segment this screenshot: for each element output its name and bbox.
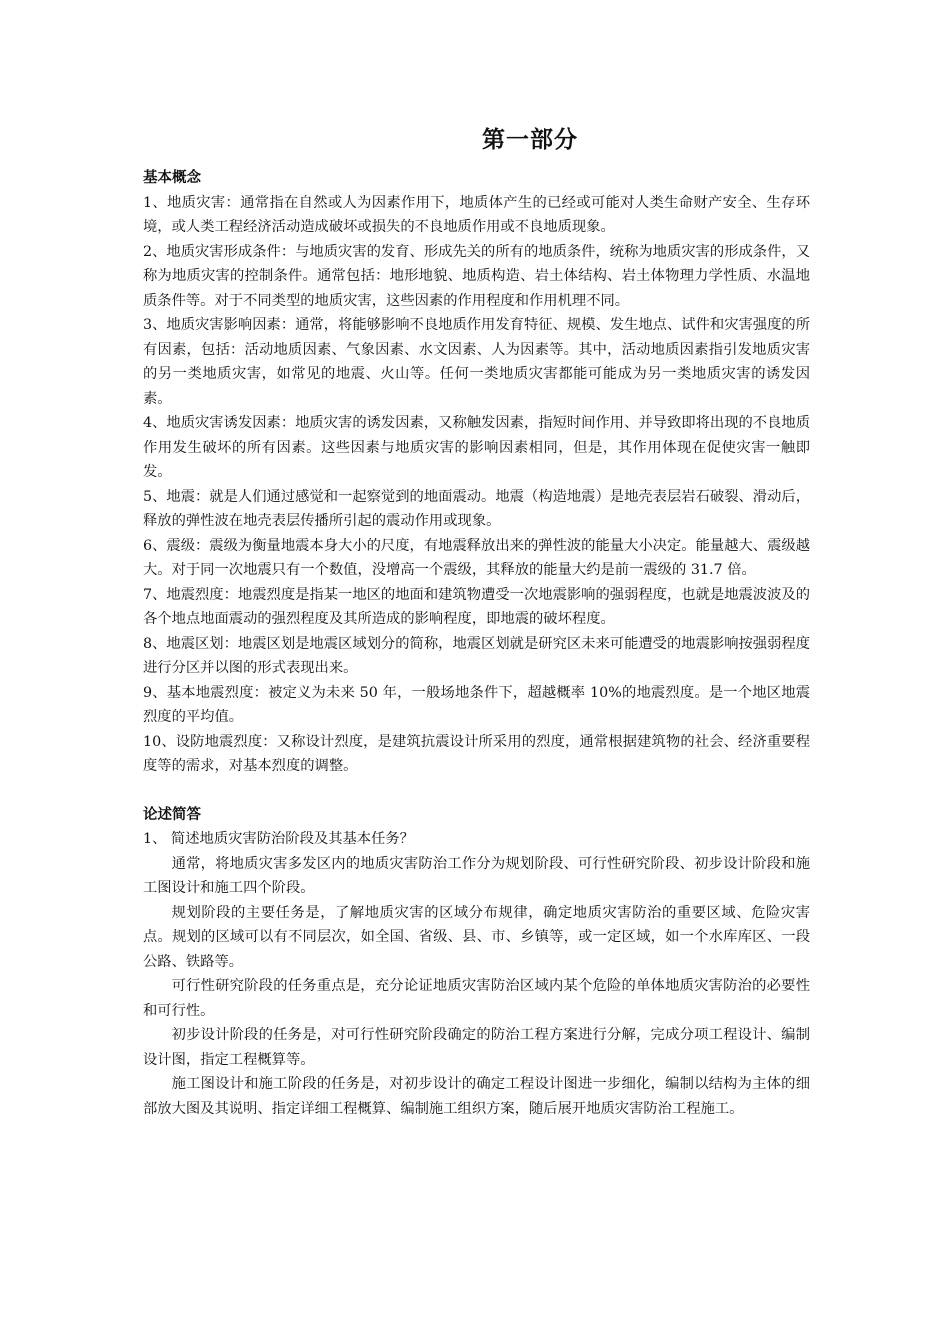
answer-paragraph: 通常，将地质灾害多发区内的地质灾害防治工作分为规划阶段、可行性研究阶段、初步设计阶段和施工图设计和施工四个阶段。 — [143, 855, 810, 896]
definition-item: 8、地震区划：地震区划是地震区域划分的简称，地震区划就是研究区未来可能遭受的地震影响按强弱程度进行分区并以图的形式表现出来。 — [143, 635, 810, 676]
definition-item: 4、地质灾害诱发因素：地质灾害的诱发因素，又称触发因素，指短时间作用、并导致即将出现的不良地质作用发生破坏的所有因素。这些因素与地质灾害的影响因素相同，但是，其作用体现在促使灾害一触即发。 — [143, 415, 810, 480]
section-heading-essay-questions: 论述简答 — [143, 806, 201, 823]
definition-item: 2、地质灾害形成条件：与地质灾害的发育、形成先关的所有的地质条件，统称为地质灾害的形成条件，又称为地质灾害的控制条件。通常包括：地形地貌、地质构造、岩土体结构、岩土体物理力学性质、水温地质条件等。对于不同类型的地质灾害，这些因素的作用程度和作用机理不同。 — [143, 243, 810, 309]
definition-item: 1、地质灾害：通常指在自然或人为因素作用下，地质体产生的已经或可能对人类生命财产安全、生存环境，或人类工程经济活动造成破坏或损失的不良地质作用或不良地质现象。 — [143, 194, 810, 235]
definition-item: 10、设防地震烈度：又称设计烈度，是建筑抗震设计所采用的烈度，通常根据建筑物的社会、经济重要程度等的需求，对基本烈度的调整。 — [143, 733, 810, 774]
page-title: 第一部分 — [482, 127, 578, 153]
answer-paragraph: 初步设计阶段的任务是，对可行性研究阶段确定的防治工程方案进行分解，完成分项工程设计、编制设计图，指定工程概算等。 — [143, 1027, 810, 1068]
definition-item: 5、地震：就是人们通过感觉和一起察觉到的地面震动。地震（构造地震）是地壳表层岩石破裂、滑动后，释放的弹性波在地壳表层传播所引起的震动作用或现象。 — [143, 488, 810, 529]
answer-paragraph: 施工图设计和施工阶段的任务是，对初步设计的确定工程设计图进一步细化，编制以结构为主体的细部放大图及其说明、指定详细工程概算、编制施工组织方案，随后展开地质灾害防治工程施工。 — [143, 1076, 810, 1117]
definition-item: 6、震级：震级为衡量地震本身大小的尺度，有地震释放出来的弹性波的能量大小决定。能量越大、震级越大。对于同一次地震只有一个数值，没增高一个震级，其释放的能量大约是前一震级的 31.7 倍。 — [143, 537, 810, 578]
definition-item: 7、地震烈度：地震烈度是指某一地区的地面和建筑物遭受一次地震影响的强弱程度，也就是地震波波及的各个地点地面震动的强烈程度及其所造成的影响程度，即地震的破坏程度。 — [143, 586, 810, 627]
document-body — [143, 166, 810, 1121]
definition-item: 3、地质灾害影响因素：通常，将能够影响不良地质作用发育特征、规模、发生地点、试件和灾害强度的所有因素，包括：活动地质因素、气象因素、水文因素、人为因素等。其中，活动地质因素指引发地质灾害的另一类地质灾害，如常见的地震、火山等。任何一类地质灾害都能可能成为另一类地质灾害的诱发因素。 — [143, 317, 810, 407]
answer-paragraph: 规划阶段的主要任务是，了解地质灾害的区域分布规律，确定地质灾害防治的重要区域、危险灾害点。规划的区域可以有不同层次，如全国、省级、县、市、乡镇等，或一定区域，如一个水库库区、一段公路、铁路等。 — [143, 904, 810, 970]
answer-paragraph: 可行性研究阶段的任务重点是，充分论证地质灾害防治区域内某个危险的单体地质灾害防治的必要性和可行性。 — [143, 978, 810, 1019]
definition-item: 9、基本地震烈度：被定义为未来 50 年，一般场地条件下，超越概率 10%的地震烈度。是一个地区地震烈度的平均值。 — [143, 684, 810, 725]
question-title: 1、 简述地质灾害防治阶段及其基本任务？ — [143, 831, 414, 847]
section-heading-basic-concepts: 基本概念 — [143, 170, 201, 186]
section-spacer — [143, 779, 810, 803]
